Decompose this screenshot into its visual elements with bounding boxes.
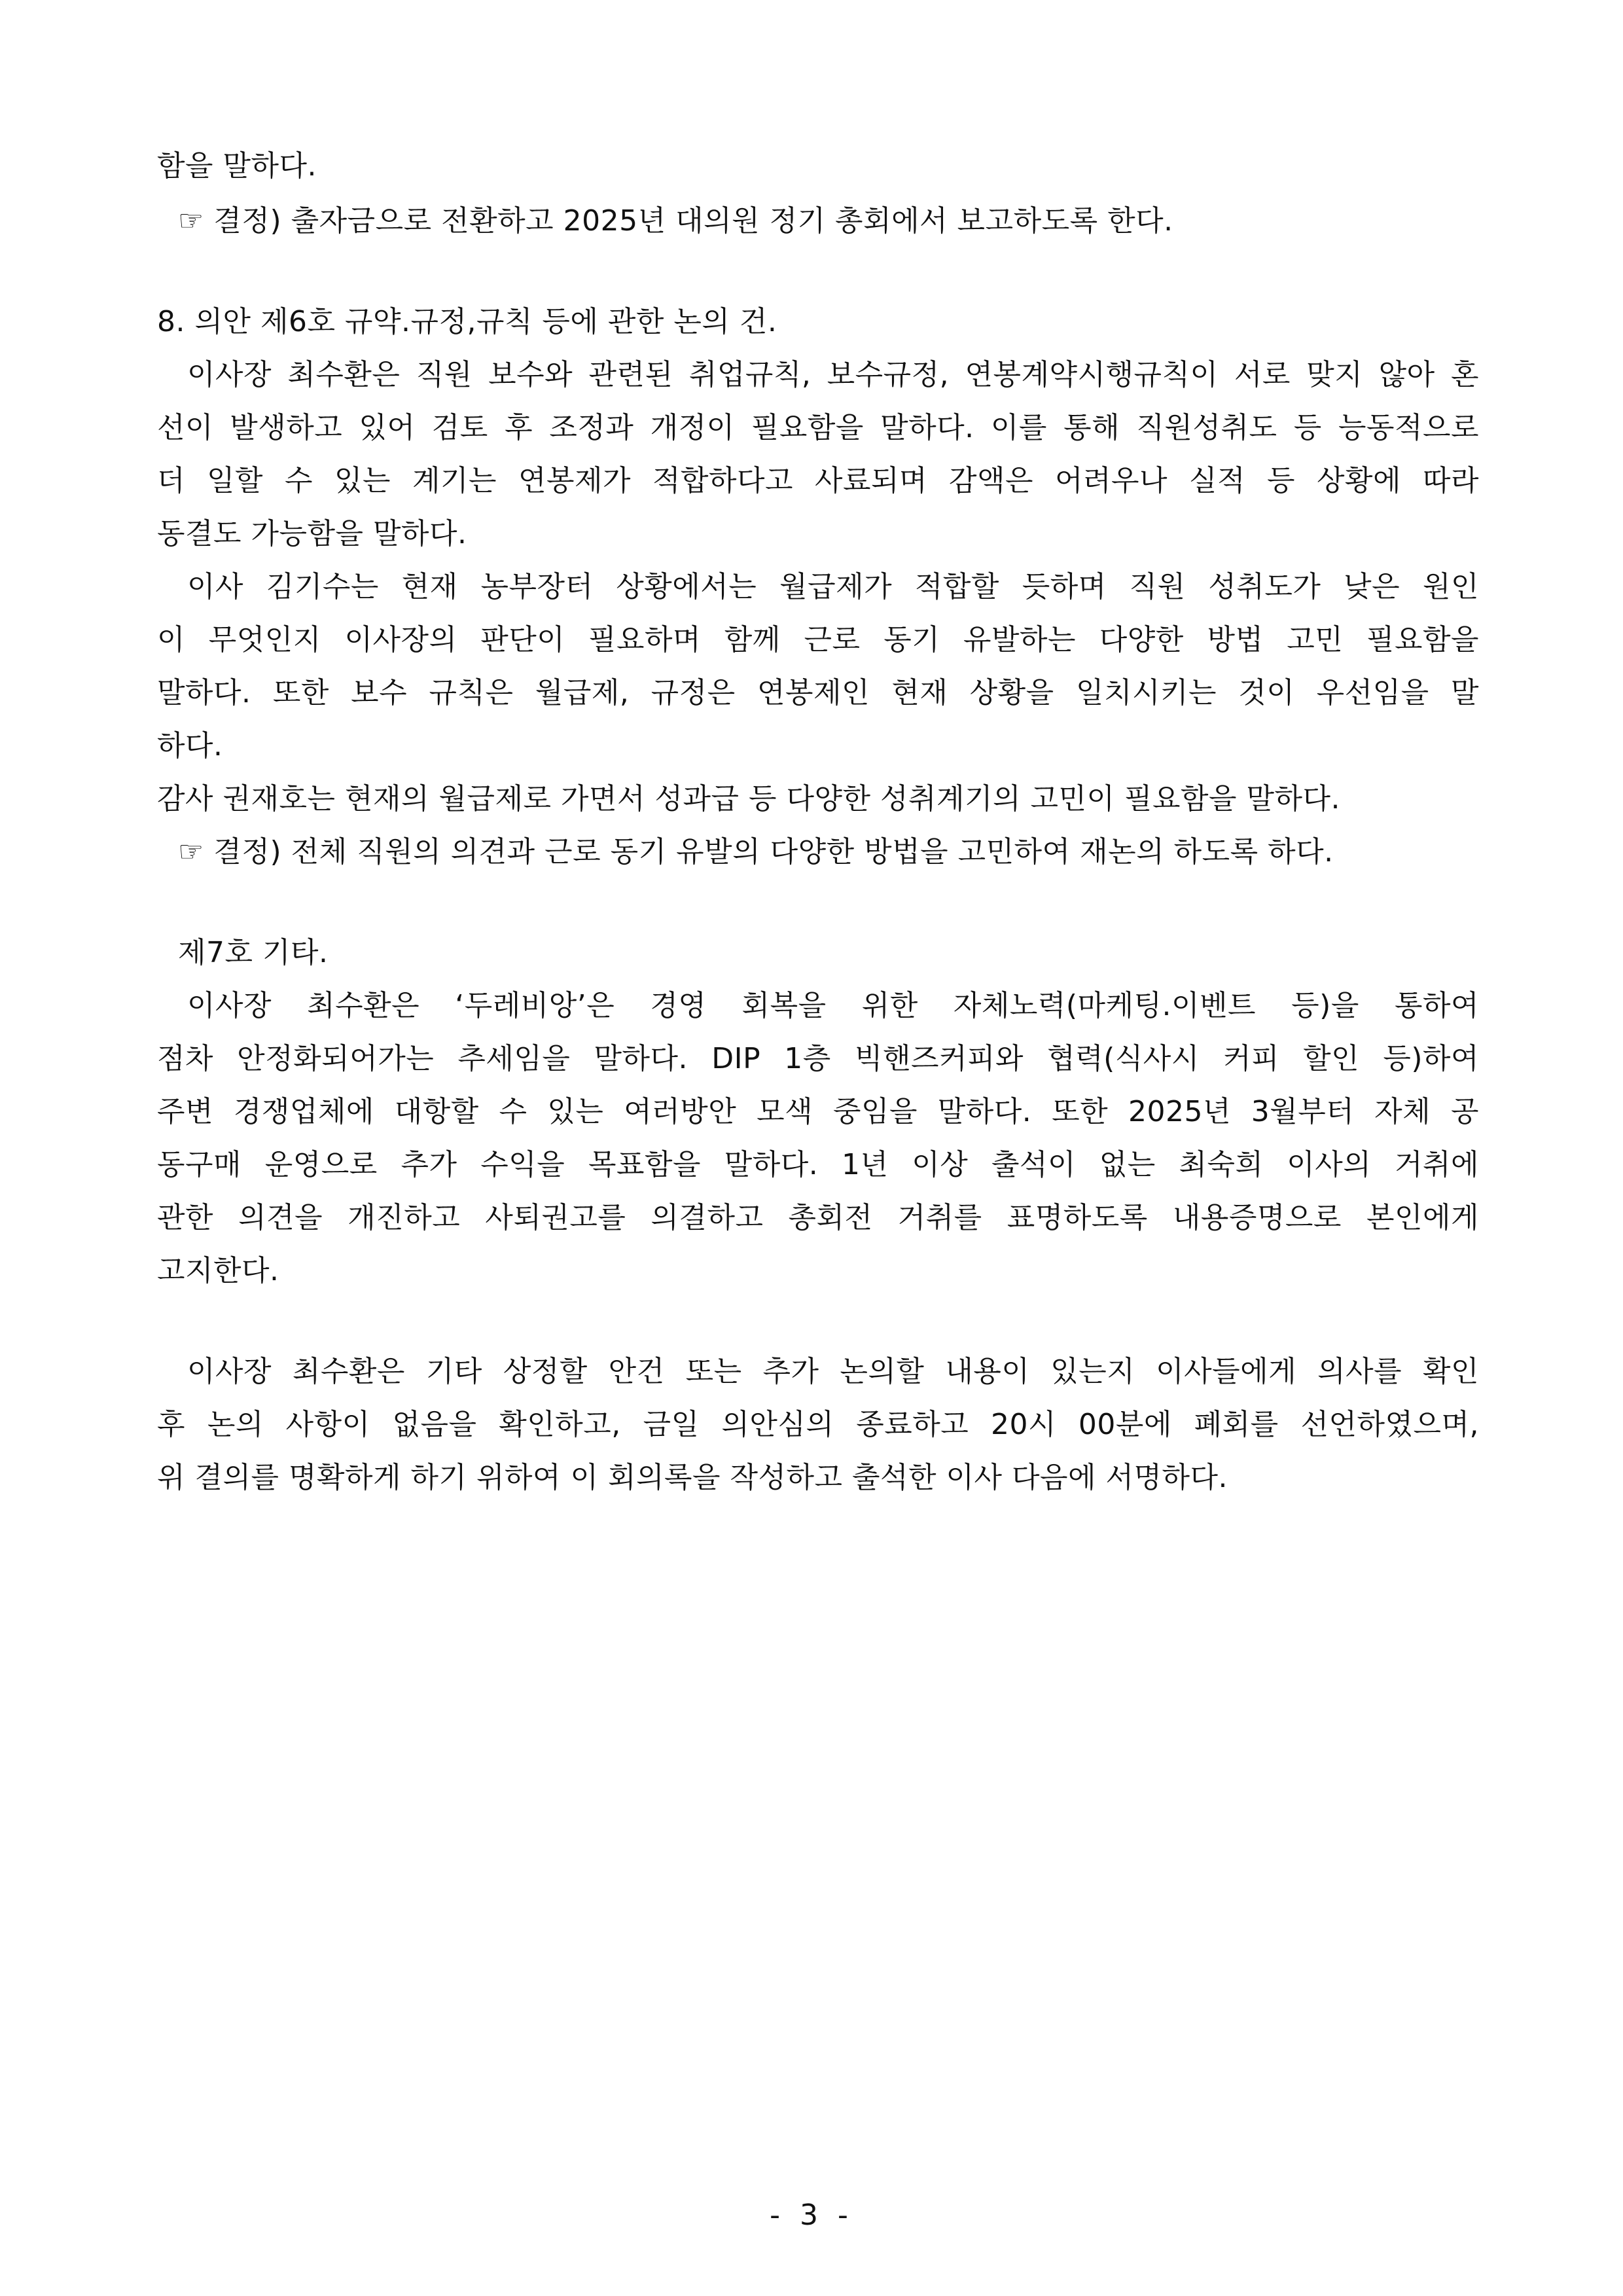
paragraph-line: 동구매 운영으로 추가 수익을 목표함을 말하다. 1년 이상 출석이 없는 최숙희 이사의 거취에 — [157, 1148, 1479, 1181]
paragraph-line: 하다. — [157, 729, 223, 762]
paragraph-line: 이사장 최수환은 직원 보수와 관련된 취업규칙, 보수규정, 연봉계약시행규칙이 서로 맞지 않아 혼 — [187, 358, 1479, 391]
paragraph-line: 더 일할 수 있는 계기는 연봉제가 적합하다고 사료되며 감액은 어려우나 실적 등 상황에 따라 — [157, 464, 1479, 497]
paragraph-line: 이사장 최수환은 ‘두레비앙’은 경영 회복을 위한 자체노력(마케팅.이벤트 등)을 통하여 — [187, 989, 1479, 1022]
page-number: - 3 - — [770, 2198, 853, 2232]
decision-line: ☞ 결정) 전체 직원의 의견과 근로 동기 유발의 다양한 방법을 고민하여 재논의 하도록 하다. — [178, 835, 1334, 869]
document-page — [157, 0, 1479, 2296]
carry-over-line: 함을 말하다. — [157, 149, 317, 183]
paragraph-line: 이사 김기수는 현재 농부장터 상황에서는 월급제가 적합할 듯하며 직원 성취도가 낮은 원인 — [187, 570, 1479, 603]
paragraph-line: 말하다. 또한 보수 규칙은 월급제, 규정은 연봉제인 현재 상황을 일치시키는 것이 우선임을 말 — [157, 676, 1480, 709]
paragraph-line: 점차 안정화되어가는 추세임을 말하다. DIP 1층 빅핸즈커피와 협력(식사시 커피 할인 등)하여 — [157, 1042, 1479, 1075]
decision-line: ☞ 결정) 출자금으로 전환하고 2025년 대의원 정기 총회에서 보고하도록 한다. — [178, 204, 1173, 238]
paragraph-line: 고지한다. — [157, 1254, 279, 1287]
closing-line: 위 결의를 명확하게 하기 위하여 이 회의록을 작성하고 출석한 이사 다음에 서명하다. — [157, 1461, 1228, 1494]
agenda7-heading: 제7호 기타. — [178, 936, 329, 969]
agenda6-heading: 8. 의안 제6호 규약.규정,규칙 등에 관한 논의 건. — [157, 305, 777, 338]
paragraph-line: 동결도 가능함을 말하다. — [157, 517, 467, 550]
paragraph-line: 선이 발생하고 있어 검토 후 조정과 개정이 필요함을 말하다. 이를 통해 직원성취도 등 능동적으로 — [157, 411, 1479, 444]
closing-line: 이사장 최수환은 기타 상정할 안건 또는 추가 논의할 내용이 있는지 이사들에게 의사를 확인 — [187, 1355, 1479, 1388]
paragraph-line: 주변 경쟁업체에 대항할 수 있는 여러방안 모색 중임을 말하다. 또한 2025년 3월부터 자체 공 — [157, 1095, 1479, 1128]
paragraph-line: 관한 의견을 개진하고 사퇴권고를 의결하고 총회전 거취를 표명하도록 내용증명으로 본인에게 — [157, 1201, 1479, 1234]
paragraph-line: 이 무엇인지 이사장의 판단이 필요하며 함께 근로 동기 유발하는 다양한 방법 고민 필요함을 — [157, 623, 1479, 656]
closing-line: 후 논의 사항이 없음을 확인하고, 금일 의안심의 종료하고 20시 00분에 폐회를 선언하였으며, — [157, 1408, 1479, 1441]
paragraph-line: 감사 권재호는 현재의 월급제로 가면서 성과급 등 다양한 성취계기의 고민이 필요함을 말하다. — [157, 782, 1340, 816]
